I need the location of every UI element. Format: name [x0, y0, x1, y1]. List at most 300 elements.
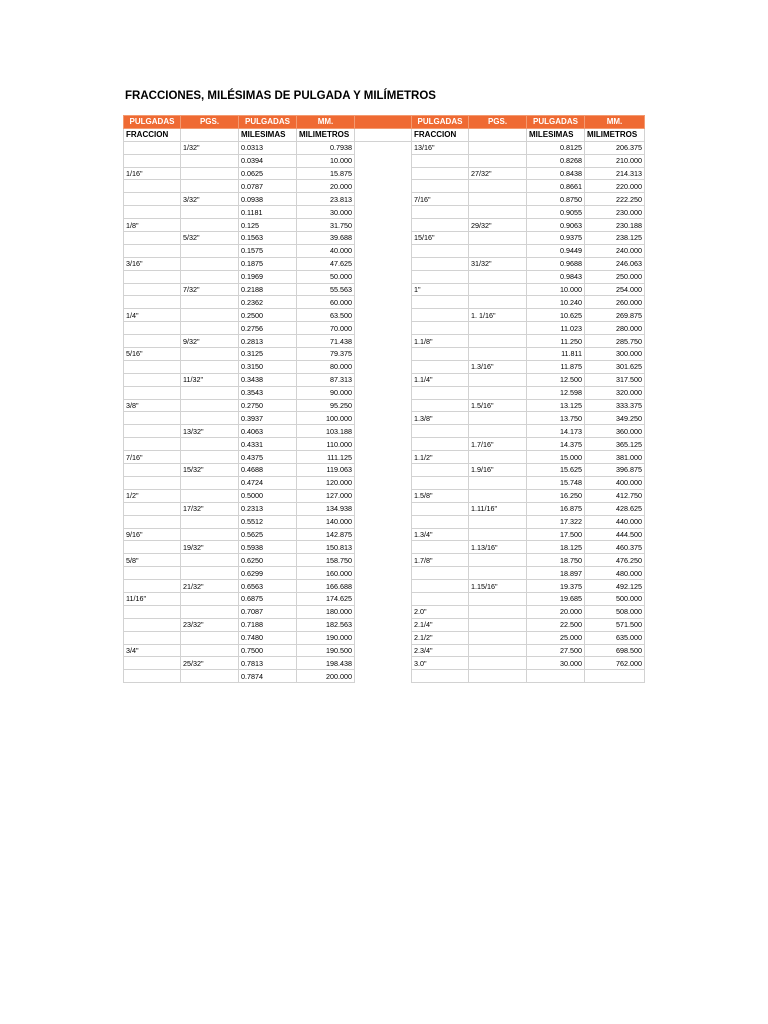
- table-cell: [124, 567, 181, 580]
- table-cell: [469, 631, 527, 644]
- table-cell: 15.625: [527, 464, 585, 477]
- table-cell: 492.125: [585, 580, 645, 593]
- table-cell: MM.: [297, 116, 355, 129]
- table-cell: [469, 567, 527, 580]
- table-cell: 412.750: [585, 489, 645, 502]
- table-cell: 0.1875: [239, 257, 297, 270]
- table-cell: 29/32": [469, 219, 527, 232]
- table-cell: [355, 180, 412, 193]
- table-body: [124, 116, 645, 683]
- table-cell: [124, 232, 181, 245]
- table-row: [124, 464, 645, 477]
- table-cell: [469, 412, 527, 425]
- table-cell: 20.000: [297, 180, 355, 193]
- table-cell: [124, 154, 181, 167]
- table-cell: [469, 335, 527, 348]
- table-cell: [469, 232, 527, 245]
- table-cell: [469, 515, 527, 528]
- table-cell: [355, 631, 412, 644]
- table-cell: [469, 644, 527, 657]
- table-cell: [355, 348, 412, 361]
- table-row: [124, 438, 645, 451]
- table-cell: 25/32": [181, 657, 239, 670]
- table-cell: [355, 657, 412, 670]
- table-cell: 230.188: [585, 219, 645, 232]
- table-cell: [124, 412, 181, 425]
- table-cell: 3/32": [181, 193, 239, 206]
- table-cell: 1/32": [181, 141, 239, 154]
- table-cell: [412, 296, 469, 309]
- table-cell: [412, 670, 469, 683]
- table-cell: 2.1/4": [412, 618, 469, 631]
- table-cell: 0.6563: [239, 580, 297, 593]
- table-cell: 635.000: [585, 631, 645, 644]
- table-cell: 0.3543: [239, 386, 297, 399]
- table-cell: 0.6299: [239, 567, 297, 580]
- table-cell: [355, 206, 412, 219]
- table-cell: FRACCION: [124, 128, 181, 141]
- table-cell: [412, 360, 469, 373]
- table-cell: MILIMETROS: [297, 128, 355, 141]
- table-cell: 0.4375: [239, 451, 297, 464]
- table-cell: 0.2362: [239, 296, 297, 309]
- table-row: [124, 618, 645, 631]
- table-cell: 166.688: [297, 580, 355, 593]
- table-row: [124, 167, 645, 180]
- table-cell: 571.500: [585, 618, 645, 631]
- table-cell: [412, 348, 469, 361]
- table-cell: 25.000: [527, 631, 585, 644]
- table-cell: 300.000: [585, 348, 645, 361]
- table-cell: [124, 631, 181, 644]
- table-row: [124, 412, 645, 425]
- table-cell: 1/16": [124, 167, 181, 180]
- table-cell: 3/4": [124, 644, 181, 657]
- table-cell: 269.875: [585, 309, 645, 322]
- table-cell: 0.3150: [239, 360, 297, 373]
- table-cell: [181, 438, 239, 451]
- table-cell: 10.625: [527, 309, 585, 322]
- table-cell: [412, 154, 469, 167]
- table-cell: 17.322: [527, 515, 585, 528]
- table-cell: 222.250: [585, 193, 645, 206]
- table-row: [124, 257, 645, 270]
- table-cell: [124, 425, 181, 438]
- table-cell: 0.5512: [239, 515, 297, 528]
- table-cell: [355, 141, 412, 154]
- table-cell: 0.9843: [527, 270, 585, 283]
- table-row: [124, 219, 645, 232]
- table-cell: MILESIMAS: [239, 128, 297, 141]
- table-cell: [181, 257, 239, 270]
- table-cell: [355, 270, 412, 283]
- table-cell: 0.7813: [239, 657, 297, 670]
- table-cell: [355, 541, 412, 554]
- table-cell: 365.125: [585, 438, 645, 451]
- table-cell: 39.688: [297, 232, 355, 245]
- table-cell: 190.500: [297, 644, 355, 657]
- table-cell: [412, 219, 469, 232]
- table-cell: [355, 322, 412, 335]
- table-cell: [355, 283, 412, 296]
- table-cell: 13/16": [412, 141, 469, 154]
- table-cell: 0.8125: [527, 141, 585, 154]
- table-cell: [355, 464, 412, 477]
- table-cell: 20.000: [527, 605, 585, 618]
- table-header-row: [124, 116, 645, 129]
- table-cell: 18.750: [527, 554, 585, 567]
- table-cell: [469, 141, 527, 154]
- table-cell: 0.4724: [239, 476, 297, 489]
- table-row: [124, 270, 645, 283]
- table-cell: 0.4331: [239, 438, 297, 451]
- table-cell: 3/16": [124, 257, 181, 270]
- table-row: [124, 605, 645, 618]
- table-cell: 31/32": [469, 257, 527, 270]
- table-cell: 240.000: [585, 244, 645, 257]
- table-cell: 19.685: [527, 592, 585, 605]
- table-cell: 210.000: [585, 154, 645, 167]
- table-cell: 0.6875: [239, 592, 297, 605]
- table-cell: 22.500: [527, 618, 585, 631]
- table-cell: 182.563: [297, 618, 355, 631]
- table-cell: [355, 399, 412, 412]
- table-row: [124, 541, 645, 554]
- table-cell: [355, 309, 412, 322]
- table-cell: 12.598: [527, 386, 585, 399]
- table-cell: 220.000: [585, 180, 645, 193]
- table-row: [124, 567, 645, 580]
- table-cell: 7/16": [124, 451, 181, 464]
- table-row: [124, 373, 645, 386]
- table-cell: [412, 502, 469, 515]
- table-cell: [355, 244, 412, 257]
- table-cell: 301.625: [585, 360, 645, 373]
- table-cell: 0.1575: [239, 244, 297, 257]
- table-cell: [469, 618, 527, 631]
- table-cell: [181, 399, 239, 412]
- table-cell: 1.1/8": [412, 335, 469, 348]
- table-cell: 0.6250: [239, 554, 297, 567]
- table-cell: 71.438: [297, 335, 355, 348]
- table-cell: [469, 554, 527, 567]
- table-row: [124, 502, 645, 515]
- table-cell: 15.875: [297, 167, 355, 180]
- table-cell: [412, 309, 469, 322]
- table-row: [124, 386, 645, 399]
- table-cell: [412, 180, 469, 193]
- table-cell: [469, 489, 527, 502]
- table-cell: [124, 476, 181, 489]
- table-cell: 381.000: [585, 451, 645, 464]
- table-cell: 1": [412, 283, 469, 296]
- table-cell: 2.1/2": [412, 631, 469, 644]
- table-row: [124, 399, 645, 412]
- table-cell: [355, 296, 412, 309]
- table-cell: 254.000: [585, 283, 645, 296]
- table-row: [124, 244, 645, 257]
- table-cell: 17.500: [527, 528, 585, 541]
- table-cell: 11.811: [527, 348, 585, 361]
- table-cell: 396.875: [585, 464, 645, 477]
- table-cell: [412, 386, 469, 399]
- table-cell: [412, 567, 469, 580]
- table-cell: 1.7/16": [469, 438, 527, 451]
- table-cell: [355, 386, 412, 399]
- table-row: [124, 296, 645, 309]
- table-cell: [469, 657, 527, 670]
- table-cell: 206.375: [585, 141, 645, 154]
- table-cell: [124, 386, 181, 399]
- table-cell: 0.5938: [239, 541, 297, 554]
- table-cell: 0.2756: [239, 322, 297, 335]
- table-cell: [469, 193, 527, 206]
- table-cell: 508.000: [585, 605, 645, 618]
- table-cell: 15.748: [527, 476, 585, 489]
- table-cell: 0.7188: [239, 618, 297, 631]
- table-cell: [469, 296, 527, 309]
- table-cell: 5/16": [124, 348, 181, 361]
- table-cell: 15/32": [181, 464, 239, 477]
- table-row: [124, 592, 645, 605]
- table-cell: 158.750: [297, 554, 355, 567]
- table-cell: 14.173: [527, 425, 585, 438]
- table-cell: [124, 438, 181, 451]
- table-cell: 23.813: [297, 193, 355, 206]
- table-cell: [124, 296, 181, 309]
- table-cell: PULGADAS: [124, 116, 181, 129]
- table-cell: 7/16": [412, 193, 469, 206]
- table-cell: 5/32": [181, 232, 239, 245]
- table-row: [124, 554, 645, 567]
- table-cell: 0.4063: [239, 425, 297, 438]
- table-row: [124, 489, 645, 502]
- table-cell: 127.000: [297, 489, 355, 502]
- table-cell: [355, 476, 412, 489]
- table-cell: PULGADAS: [239, 116, 297, 129]
- table-row: [124, 580, 645, 593]
- table-cell: 100.000: [297, 412, 355, 425]
- table-cell: 3/8": [124, 399, 181, 412]
- table-cell: [124, 657, 181, 670]
- table-cell: 1.5/16": [469, 399, 527, 412]
- table-cell: 200.000: [297, 670, 355, 683]
- table-cell: 1.1/2": [412, 451, 469, 464]
- table-cell: [355, 167, 412, 180]
- table-cell: 10.000: [527, 283, 585, 296]
- table-cell: [124, 270, 181, 283]
- table-cell: 79.375: [297, 348, 355, 361]
- table-cell: 11.250: [527, 335, 585, 348]
- table-cell: [181, 206, 239, 219]
- table-cell: MILESIMAS: [527, 128, 585, 141]
- table-cell: 134.938: [297, 502, 355, 515]
- table-cell: [527, 670, 585, 683]
- table-cell: [181, 180, 239, 193]
- table-cell: [355, 605, 412, 618]
- table-cell: [469, 528, 527, 541]
- table-cell: [469, 244, 527, 257]
- table-cell: [412, 592, 469, 605]
- table-cell: [124, 580, 181, 593]
- table-cell: [124, 515, 181, 528]
- table-cell: [181, 244, 239, 257]
- table-cell: [181, 567, 239, 580]
- table-cell: 27/32": [469, 167, 527, 180]
- table-cell: 0.125: [239, 219, 297, 232]
- table-cell: [355, 502, 412, 515]
- table-cell: 1.15/16": [469, 580, 527, 593]
- table-cell: [124, 335, 181, 348]
- table-cell: 16.250: [527, 489, 585, 502]
- table-cell: [469, 386, 527, 399]
- table-cell: [469, 348, 527, 361]
- table-cell: 17/32": [181, 502, 239, 515]
- table-cell: [412, 541, 469, 554]
- table-cell: 18.897: [527, 567, 585, 580]
- table-row: [124, 631, 645, 644]
- conversion-table: [123, 115, 645, 683]
- table-cell: [181, 322, 239, 335]
- table-cell: MILIMETROS: [585, 128, 645, 141]
- table-cell: [355, 116, 412, 129]
- table-cell: [181, 631, 239, 644]
- table-cell: 11.875: [527, 360, 585, 373]
- table-cell: [124, 464, 181, 477]
- table-cell: 230.000: [585, 206, 645, 219]
- table-cell: 9/16": [124, 528, 181, 541]
- table-row: [124, 206, 645, 219]
- table-row: [124, 335, 645, 348]
- table-cell: PULGADAS: [412, 116, 469, 129]
- table-cell: [469, 154, 527, 167]
- table-cell: 30.000: [297, 206, 355, 219]
- table-cell: [355, 154, 412, 167]
- table-cell: [181, 528, 239, 541]
- table-cell: 1.3/4": [412, 528, 469, 541]
- table-cell: 14.375: [527, 438, 585, 451]
- table-cell: 10.000: [297, 154, 355, 167]
- table-cell: 190.000: [297, 631, 355, 644]
- table-cell: [124, 605, 181, 618]
- table-cell: [124, 502, 181, 515]
- table-cell: 2.0": [412, 605, 469, 618]
- table-cell: 9/32": [181, 335, 239, 348]
- table-cell: 480.000: [585, 567, 645, 580]
- table-cell: [181, 309, 239, 322]
- table-cell: 1.1/4": [412, 373, 469, 386]
- table-cell: [124, 360, 181, 373]
- table-cell: 140.000: [297, 515, 355, 528]
- table-cell: [181, 605, 239, 618]
- table-cell: 0.8750: [527, 193, 585, 206]
- table-cell: 317.500: [585, 373, 645, 386]
- table-cell: 10.240: [527, 296, 585, 309]
- table-cell: 120.000: [297, 476, 355, 489]
- table-cell: 0.0394: [239, 154, 297, 167]
- table-cell: 246.063: [585, 257, 645, 270]
- table-cell: [469, 128, 527, 141]
- table-cell: [181, 489, 239, 502]
- table-cell: [124, 180, 181, 193]
- table-cell: 2.3/4": [412, 644, 469, 657]
- table-row: [124, 193, 645, 206]
- table-cell: [181, 451, 239, 464]
- table-cell: [469, 476, 527, 489]
- table-cell: 0.1969: [239, 270, 297, 283]
- table-cell: 0.7480: [239, 631, 297, 644]
- table-cell: [412, 464, 469, 477]
- table-cell: 285.750: [585, 335, 645, 348]
- table-cell: 87.313: [297, 373, 355, 386]
- table-cell: 13/32": [181, 425, 239, 438]
- table-cell: [469, 270, 527, 283]
- table-cell: [124, 206, 181, 219]
- table-cell: [355, 451, 412, 464]
- table-cell: 1/8": [124, 219, 181, 232]
- table-cell: 70.000: [297, 322, 355, 335]
- table-cell: [124, 618, 181, 631]
- table-cell: [124, 322, 181, 335]
- table-cell: [181, 644, 239, 657]
- table-cell: 1/4": [124, 309, 181, 322]
- table-cell: 0.7874: [239, 670, 297, 683]
- table-cell: 698.500: [585, 644, 645, 657]
- table-cell: [181, 554, 239, 567]
- table-cell: [355, 618, 412, 631]
- table-row: [124, 425, 645, 438]
- table-cell: 1.9/16": [469, 464, 527, 477]
- table-cell: [181, 670, 239, 683]
- table-cell: 349.250: [585, 412, 645, 425]
- table-cell: [124, 541, 181, 554]
- table-cell: 444.500: [585, 528, 645, 541]
- table-cell: PGS.: [181, 116, 239, 129]
- table-cell: [124, 670, 181, 683]
- table-cell: 0.5000: [239, 489, 297, 502]
- table-cell: 214.313: [585, 167, 645, 180]
- table-cell: [469, 373, 527, 386]
- table-cell: [469, 322, 527, 335]
- table-cell: 19.375: [527, 580, 585, 593]
- table-cell: 1.3/16": [469, 360, 527, 373]
- table-cell: 360.000: [585, 425, 645, 438]
- table-cell: 460.375: [585, 541, 645, 554]
- table-cell: [355, 335, 412, 348]
- table-cell: 0.0787: [239, 180, 297, 193]
- table-cell: PGS.: [469, 116, 527, 129]
- table-row: [124, 283, 645, 296]
- table-cell: 31.750: [297, 219, 355, 232]
- table-cell: 21/32": [181, 580, 239, 593]
- table-cell: 174.625: [297, 592, 355, 605]
- table-cell: [355, 670, 412, 683]
- table-cell: [181, 360, 239, 373]
- table-cell: [355, 554, 412, 567]
- table-cell: [355, 193, 412, 206]
- table-cell: 119.063: [297, 464, 355, 477]
- table-cell: 11/16": [124, 592, 181, 605]
- table-cell: 13.750: [527, 412, 585, 425]
- table-cell: 0.3438: [239, 373, 297, 386]
- table-cell: 0.2500: [239, 309, 297, 322]
- table-cell: 12.500: [527, 373, 585, 386]
- table-cell: 250.000: [585, 270, 645, 283]
- table-cell: 5/8": [124, 554, 181, 567]
- table-cell: [355, 592, 412, 605]
- table-cell: 19/32": [181, 541, 239, 554]
- table-row: [124, 528, 645, 541]
